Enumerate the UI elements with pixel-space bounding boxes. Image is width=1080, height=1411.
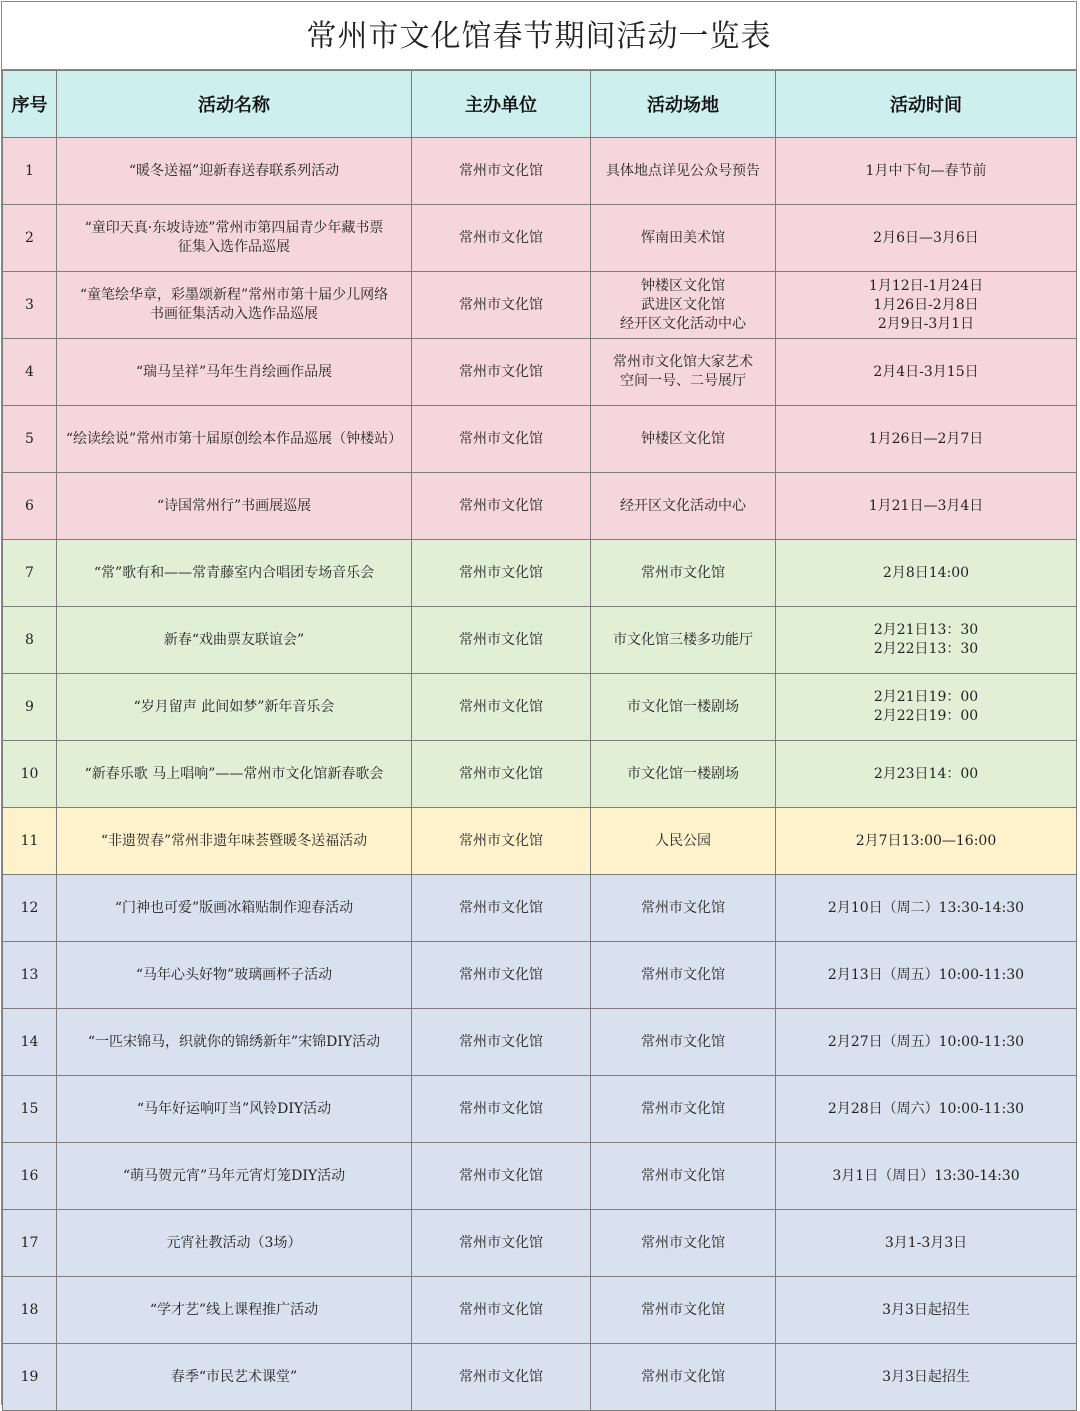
organizer-cell <box>412 741 591 808</box>
organizer-line: 常州市文化馆 <box>459 564 543 581</box>
row-index-cell: 8 <box>3 607 57 674</box>
activity-name-cell <box>57 138 412 205</box>
activity-name-line: “萌马贺元宵”马年元宵灯笼DIY活动 <box>122 1167 346 1184</box>
row-index-cell: 15 <box>3 1076 57 1143</box>
venue-cell <box>591 205 776 272</box>
activity-time-cell <box>776 607 1077 674</box>
activity-time-line: 2月4日-3月15日 <box>873 363 979 380</box>
activity-time-line: 1月26日-2月8日 <box>873 296 979 313</box>
activity-time-cell <box>776 205 1077 272</box>
organizer-line: 常州市文化馆 <box>459 162 543 179</box>
organizer-line: 常州市文化馆 <box>459 497 543 514</box>
table-row <box>3 540 1077 607</box>
activity-time-line: 2月22日13：30 <box>873 641 979 657</box>
activity-name-cell <box>57 406 412 473</box>
venue-line: 武进区文化馆 <box>641 296 725 313</box>
venue-cell <box>591 808 776 875</box>
activity-name-line: “诗国常州行”书画展巡展 <box>156 497 312 514</box>
activity-time-cell <box>776 473 1077 540</box>
activity-time-line: 3月1-3月3日 <box>884 1234 968 1251</box>
activity-time-cell <box>776 1277 1077 1344</box>
venue-line: 常州市文化馆 <box>641 966 725 983</box>
activity-name-cell <box>57 205 412 272</box>
activity-time-cell <box>776 1143 1077 1210</box>
venue-cell <box>591 540 776 607</box>
activity-time-cell <box>776 540 1077 607</box>
organizer-cell <box>412 1009 591 1076</box>
organizer-cell <box>412 808 591 875</box>
table-row <box>3 138 1077 205</box>
table-row <box>3 1009 1077 1076</box>
activity-time-line: 3月3日起招生 <box>882 1301 970 1318</box>
venue-line: 常州市文化馆 <box>641 1234 725 1251</box>
row-index-cell: 10 <box>3 741 57 808</box>
activity-time-cell <box>776 808 1077 875</box>
venue-cell <box>591 1009 776 1076</box>
table-row <box>3 1210 1077 1277</box>
venue-line: 恽南田美术馆 <box>641 229 725 246</box>
activity-name-line: “马年好运响叮当”风铃DIY活动 <box>136 1100 332 1117</box>
activity-name-line: 新春“戏曲票友联谊会” <box>163 631 305 648</box>
activity-time-cell <box>776 741 1077 808</box>
venue-line: 常州市文化馆 <box>641 1167 725 1184</box>
organizer-line: 常州市文化馆 <box>459 1301 543 1318</box>
table-header-row <box>3 71 1077 138</box>
activity-time-cell <box>776 138 1077 205</box>
activity-name-line: “学才艺”线上课程推广活动 <box>149 1301 319 1318</box>
activity-name-line: 元宵社教活动（3场） <box>166 1234 302 1251</box>
venue-cell <box>591 406 776 473</box>
activity-time-cell <box>776 1344 1077 1411</box>
organizer-line: 常州市文化馆 <box>459 296 543 313</box>
venue-cell <box>591 1143 776 1210</box>
organizer-line: 常州市文化馆 <box>459 1033 543 1050</box>
activity-time-line: 2月9日-3月1日 <box>877 315 975 332</box>
activity-time-line: 2月21日19：00 <box>873 689 979 705</box>
activity-name-cell <box>57 808 412 875</box>
activity-time-cell <box>776 674 1077 741</box>
activity-name-line: “暖冬送福”迎新春送春联系列活动 <box>128 162 340 179</box>
activity-name-cell <box>57 674 412 741</box>
table-row <box>3 875 1077 942</box>
organizer-cell <box>412 1143 591 1210</box>
activity-name-line: 书画征集活动入选作品巡展 <box>150 306 318 322</box>
activity-name-cell <box>57 1143 412 1210</box>
activity-name-cell <box>57 272 412 339</box>
activity-time-cell <box>776 1009 1077 1076</box>
organizer-line: 常州市文化馆 <box>459 631 543 648</box>
activity-time-cell <box>776 339 1077 406</box>
organizer-cell <box>412 339 591 406</box>
organizer-cell <box>412 205 591 272</box>
organizer-cell <box>412 540 591 607</box>
organizer-cell <box>412 272 591 339</box>
activity-time-line: 1月12日-1月24日 <box>868 277 984 294</box>
venue-line: 具体地点详见公众号预告 <box>606 162 760 179</box>
activity-name-line: “童印天真·东坡诗迹”常州市第四届青少年藏书票 <box>84 220 384 236</box>
header-organizer: 主办单位 <box>412 71 591 138</box>
activity-name-line: “绘读绘说”常州市第十届原创绘本作品巡展（钟楼站） <box>65 430 403 447</box>
activity-name-line: “岁月留声 此间如梦”新年音乐会 <box>133 698 335 715</box>
organizer-cell <box>412 1076 591 1143</box>
activity-name-line: 春季“市民艺术课堂” <box>170 1368 298 1385</box>
activity-name-line: “常”歌有和——常青藤室内合唱团专场音乐会 <box>93 564 375 581</box>
table-row <box>3 1344 1077 1411</box>
activity-time-line: 2月6日—3月6日 <box>873 229 979 246</box>
organizer-cell <box>412 875 591 942</box>
activity-time-line: 2月27日（周五）10:00-11:30 <box>827 1033 1025 1050</box>
activity-time-cell <box>776 875 1077 942</box>
venue-line: 钟楼区文化馆 <box>641 277 725 294</box>
row-index-cell: 19 <box>3 1344 57 1411</box>
activity-name-cell <box>57 607 412 674</box>
activity-name-cell <box>57 741 412 808</box>
table-row <box>3 205 1077 272</box>
venue-cell <box>591 674 776 741</box>
table-row <box>3 1277 1077 1344</box>
row-index-cell: 18 <box>3 1277 57 1344</box>
organizer-line: 常州市文化馆 <box>459 899 543 916</box>
organizer-line: 常州市文化馆 <box>459 966 543 983</box>
venue-cell <box>591 473 776 540</box>
page-title: 常州市文化馆春节期间活动一览表 <box>2 2 1076 70</box>
activity-time-cell <box>776 406 1077 473</box>
venue-cell <box>591 272 776 339</box>
venue-line: 常州市文化馆 <box>641 1100 725 1117</box>
organizer-line: 常州市文化馆 <box>459 765 543 782</box>
table-row <box>3 942 1077 1009</box>
venue-line: 常州市文化馆 <box>641 1301 725 1318</box>
header-activity-name: 活动名称 <box>57 71 412 138</box>
venue-line: 常州市文化馆 <box>641 564 725 581</box>
activity-time-cell <box>776 272 1077 339</box>
venue-cell <box>591 1344 776 1411</box>
activity-time-line: 2月23日14：00 <box>873 765 979 782</box>
activity-name-cell <box>57 1344 412 1411</box>
header-venue: 活动场地 <box>591 71 776 138</box>
activity-time-cell <box>776 1076 1077 1143</box>
table-row <box>3 1076 1077 1143</box>
activity-name-line: 征集入选作品巡展 <box>178 239 290 255</box>
venue-line: 人民公园 <box>655 832 711 849</box>
row-index-cell: 9 <box>3 674 57 741</box>
organizer-line: 常州市文化馆 <box>459 1167 543 1184</box>
organizer-line: 常州市文化馆 <box>459 698 543 715</box>
activity-time-line: 2月10日（周二）13:30-14:30 <box>827 899 1025 916</box>
organizer-line: 常州市文化馆 <box>459 229 543 246</box>
activity-name-line: “一匹宋锦马，织就你的锦绣新年”宋锦DIY活动 <box>87 1033 381 1050</box>
venue-line: 常州市文化馆大家艺术 <box>613 354 753 370</box>
row-index-cell: 6 <box>3 473 57 540</box>
activity-name-line: “门神也可爱”版画冰箱贴制作迎春活动 <box>114 899 354 916</box>
organizer-cell <box>412 1210 591 1277</box>
activity-time-cell <box>776 942 1077 1009</box>
organizer-line: 常州市文化馆 <box>459 1100 543 1117</box>
activity-time-line: 2月8日14:00 <box>882 564 970 581</box>
venue-line: 经开区文化活动中心 <box>620 315 746 332</box>
venue-line: 空间一号、二号展厅 <box>620 373 746 389</box>
row-index-cell: 7 <box>3 540 57 607</box>
venue-cell <box>591 607 776 674</box>
organizer-cell <box>412 406 591 473</box>
row-index-cell: 12 <box>3 875 57 942</box>
venue-line: 常州市文化馆 <box>641 1033 725 1050</box>
organizer-cell <box>412 607 591 674</box>
activity-name-cell <box>57 942 412 1009</box>
activity-time-line: 1月21日—3月4日 <box>868 497 984 514</box>
activity-time-line: 3月1日（周日）13:30-14:30 <box>832 1167 1020 1184</box>
venue-line: 常州市文化馆 <box>641 899 725 916</box>
activity-name-cell <box>57 1210 412 1277</box>
venue-line: 市文化馆一楼剧场 <box>627 765 739 782</box>
organizer-line: 常州市文化馆 <box>459 430 543 447</box>
header-index: 序号 <box>3 71 57 138</box>
organizer-cell <box>412 1277 591 1344</box>
activity-name-cell <box>57 1277 412 1344</box>
activity-time-line: 2月7日13:00—16:00 <box>855 832 997 849</box>
organizer-cell <box>412 942 591 1009</box>
organizer-line: 常州市文化馆 <box>459 1368 543 1385</box>
row-index-cell: 17 <box>3 1210 57 1277</box>
activity-time-cell <box>776 1210 1077 1277</box>
organizer-cell <box>412 138 591 205</box>
table-row <box>3 473 1077 540</box>
activity-name-cell <box>57 875 412 942</box>
row-index-cell: 3 <box>3 272 57 339</box>
activity-name-cell <box>57 1076 412 1143</box>
venue-cell <box>591 942 776 1009</box>
organizer-line: 常州市文化馆 <box>459 832 543 849</box>
organizer-line: 常州市文化馆 <box>459 363 543 380</box>
row-index-cell: 13 <box>3 942 57 1009</box>
activity-sheet <box>1 1 1077 1405</box>
table-row <box>3 1143 1077 1210</box>
venue-cell <box>591 339 776 406</box>
table-row <box>3 808 1077 875</box>
venue-cell <box>591 1277 776 1344</box>
table-row <box>3 406 1077 473</box>
activity-name-line: “童笔绘华章，彩墨颂新程”常州市第十届少儿网络 <box>79 287 389 303</box>
organizer-cell <box>412 473 591 540</box>
activity-time-line: 3月3日起招生 <box>882 1368 970 1385</box>
venue-line: 钟楼区文化馆 <box>641 430 725 447</box>
activity-time-line: 2月13日（周五）10:00-11:30 <box>827 966 1025 983</box>
venue-line: 市文化馆三楼多功能厅 <box>613 631 753 648</box>
row-index-cell: 5 <box>3 406 57 473</box>
venue-line: 常州市文化馆 <box>641 1368 725 1385</box>
table-body <box>3 138 1077 1411</box>
activity-name-cell <box>57 473 412 540</box>
activity-time-line: 2月28日（周六）10:00-11:30 <box>827 1100 1025 1117</box>
row-index-cell: 11 <box>3 808 57 875</box>
activity-name-line: “马年心头好物”玻璃画杯子活动 <box>135 966 333 983</box>
row-index-cell: 2 <box>3 205 57 272</box>
venue-cell <box>591 1210 776 1277</box>
activity-time-line: 2月22日19：00 <box>873 708 979 724</box>
activity-name-cell <box>57 339 412 406</box>
row-index-cell: 1 <box>3 138 57 205</box>
activity-time-line: 1月中下旬—春节前 <box>865 162 987 179</box>
activity-table <box>2 70 1077 1411</box>
table-row <box>3 272 1077 339</box>
row-index-cell: 4 <box>3 339 57 406</box>
organizer-line: 常州市文化馆 <box>459 1234 543 1251</box>
activity-time-line: 2月21日13：30 <box>873 622 979 638</box>
table-row <box>3 339 1077 406</box>
venue-line: 市文化馆一楼剧场 <box>627 698 739 715</box>
activity-name-line: “瑞马呈祥”马年生肖绘画作品展 <box>135 363 333 380</box>
activity-name-cell <box>57 1009 412 1076</box>
table-row <box>3 607 1077 674</box>
activity-time-line: 1月26日—2月7日 <box>868 430 984 447</box>
table-row <box>3 741 1077 808</box>
activity-name-line: “非遗贺春”常州非遗年味荟暨暖冬送福活动 <box>100 832 368 849</box>
header-time: 活动时间 <box>776 71 1077 138</box>
organizer-cell <box>412 674 591 741</box>
activity-name-line: “新春乐歌 马上唱响”——常州市文化馆新春歌会 <box>84 765 384 782</box>
venue-cell <box>591 1076 776 1143</box>
organizer-cell <box>412 1344 591 1411</box>
row-index-cell: 16 <box>3 1143 57 1210</box>
venue-cell <box>591 741 776 808</box>
venue-cell <box>591 875 776 942</box>
activity-name-cell <box>57 540 412 607</box>
venue-line: 经开区文化活动中心 <box>620 497 746 514</box>
row-index-cell: 14 <box>3 1009 57 1076</box>
venue-cell <box>591 138 776 205</box>
table-row <box>3 674 1077 741</box>
